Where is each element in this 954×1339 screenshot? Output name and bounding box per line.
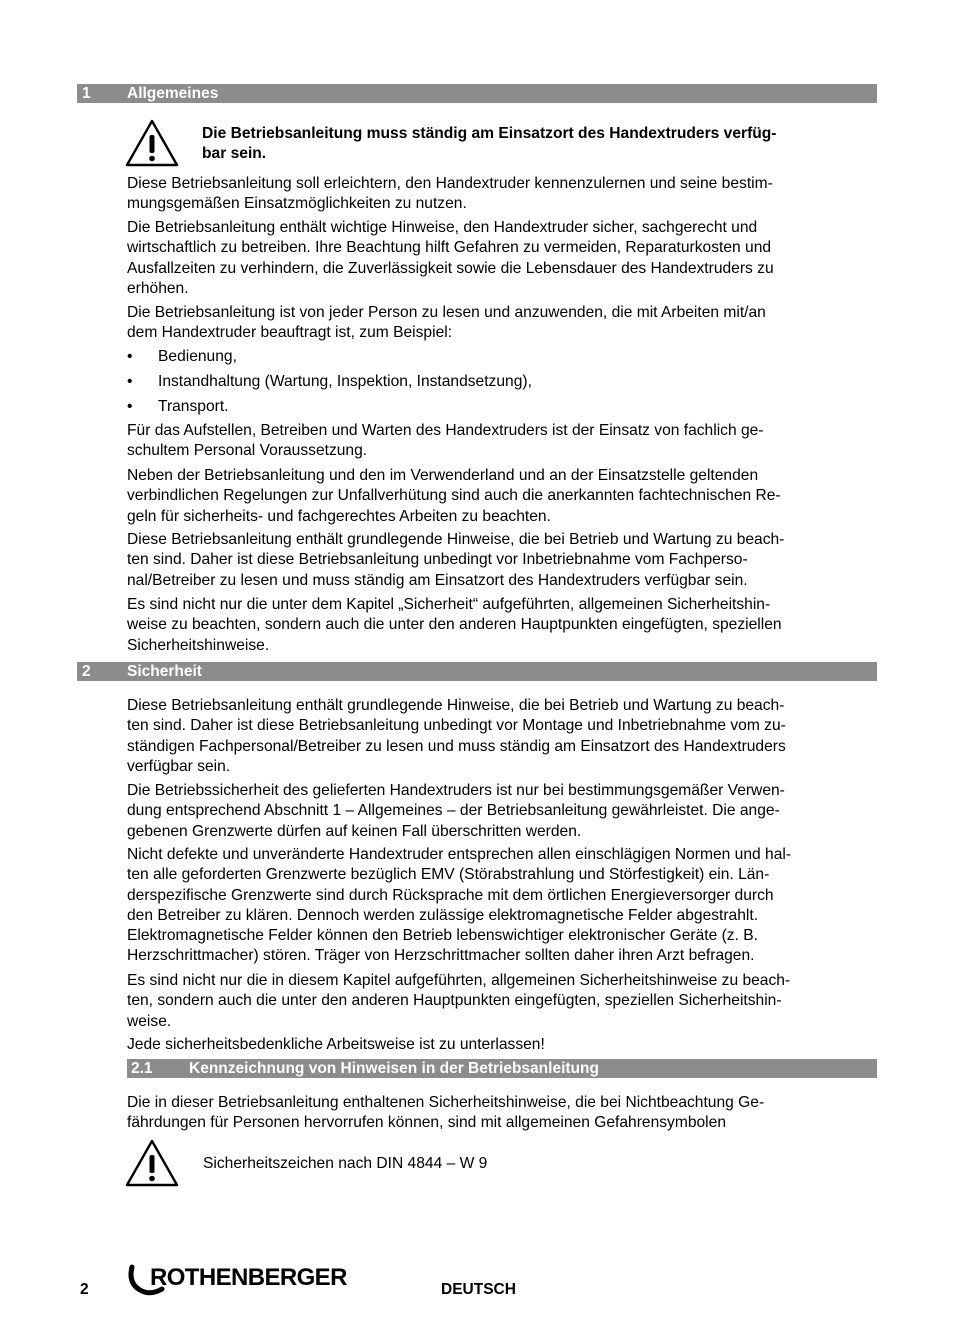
paragraph: Für das Aufstellen, Betreiben und Warten des Handextruders ist der Einsatz von fachlich ge- schultem Personal Voraussetzung. — [127, 422, 764, 460]
brand-name: ROTHENBERGER — [150, 1264, 347, 1291]
section-title: Sicherheit — [127, 663, 202, 680]
section-number: 2 — [82, 663, 91, 680]
bullet: • — [127, 398, 133, 415]
paragraph: Diese Betriebsanleitung soll erleichtern, den Handextruder kennenzulernen und seine bestim- mungsgemäßen Einsatzmöglichkeiten zu nutzen. — [127, 175, 773, 213]
paragraph: Die Betriebssicherheit des gelieferten Handextruders ist nur bei bestimmungsgemäßer Verwen- dung entsprechend Abschnitt 1 – Allgemeines – der Betriebsanleitung gewährleistet. Die ange- gebenen Grenzwerte dürfen auf keinen Fall überschritten werden. — [127, 782, 785, 840]
page-number: 2 — [80, 1281, 89, 1298]
bullet: • — [127, 348, 133, 365]
section-header-2 — [77, 662, 877, 681]
section-header-1 — [77, 84, 877, 103]
brand-logo — [126, 1263, 366, 1297]
section-header-2-1 — [127, 1059, 877, 1078]
symbol-label: Sicherheitszeichen nach DIN 4844 – W 9 — [203, 1155, 488, 1172]
list-item-label: Transport. — [158, 398, 229, 415]
warning-text: Die Betriebsanleitung muss ständig am Einsatzort des Handextruders verfüg- bar sein. — [202, 125, 777, 163]
paragraph: Nicht defekte und unveränderte Handextruder entsprechen allen einschlägigen Normen und hal- ten alle geforderten Grenzwerte bezüglich EMV (Störabstrahlung und Störfestigkeit) ein. Län- derspezifische Grenzwerte sind durch Rücksprache mit dem örtlichen Energieversorger durch den Betreiber zu klären. Dennoch werden zulässige elektromagnetische Felder abgestrahlt. Elektromagnetische Felder können den Betrieb lebenswichtiger elektronischer Geräte (z. B. Herzschrittmacher) stören. Träger von Herzschrittmacher sollten daher ihren Arzt befragen. — [127, 846, 792, 965]
paragraph: Es sind nicht nur die in diesem Kapitel aufgeführten, allgemeinen Sicherheitshinweise zu beach- ten, sondern auch die unter den anderen Hauptpunkten eingefügten, speziellen Sicherheitshin- weise. — [127, 972, 791, 1030]
list-item-label: Instandhaltung (Wartung, Inspektion, Instandsetzung), — [158, 373, 532, 390]
paragraph: Jede sicherheitsbedenkliche Arbeitsweise ist zu unterlassen! — [127, 1036, 545, 1053]
warning-triangle-icon — [125, 118, 179, 168]
section-number: 2.1 — [131, 1060, 153, 1077]
language-label: DEUTSCH — [441, 1281, 516, 1298]
section-number: 1 — [82, 85, 91, 102]
section-title: Kennzeichnung von Hinweisen in der Betriebsanleitung — [189, 1060, 599, 1077]
paragraph: Diese Betriebsanleitung enthält grundlegende Hinweise, die bei Betrieb und Wartung zu beach- ten sind. Daher ist diese Betriebsanleitung unbedingt vor Montage und Inbetriebnahme vom zu- ständigen Fachpersonal/Betreiber zu lesen und muss ständig am Einsatzort des Handextruders verfügbar sein. — [127, 697, 786, 775]
paragraph: Diese Betriebsanleitung enthält grundlegende Hinweise, die bei Betrieb und Wartung zu beach- ten sind. Daher ist diese Betriebsanleitung unbedingt vor Inbetriebnahme vom Fachperso- nal/Betreiber zu lesen und muss ständig am Einsatzort des Handextruders verfügbar sein. — [127, 531, 785, 589]
warning-triangle-icon — [125, 1138, 179, 1188]
section-title: Allgemeines — [127, 85, 219, 102]
bullet: • — [127, 373, 133, 390]
list-item-label: Bedienung, — [158, 348, 237, 365]
paragraph: Die Betriebsanleitung ist von jeder Person zu lesen und anzuwenden, die mit Arbeiten mit/an dem Handextruder beauftragt ist, zum Beispiel: — [127, 304, 766, 342]
paragraph: Es sind nicht nur die unter dem Kapitel „Sicherheit“ aufgeführten, allgemeinen Sicherheitshin- weise zu beachten, sondern auch die unter den anderen Hauptpunkten eingefügten, speziellen Sicherheitshinweise. — [127, 596, 782, 654]
paragraph: Die Betriebsanleitung enthält wichtige Hinweise, den Handextruder sicher, sachgerecht und wirtschaftlich zu betreiben. Ihre Beachtung hilft Gefahren zu vermeiden, Reparaturkosten und Ausfallzeiten zu verhindern, die Zuverlässigkeit sowie die Lebensdauer des Handextruders zu erhöhen. — [127, 219, 774, 297]
paragraph: Neben der Betriebsanleitung und den im Verwenderland und an der Einsatzstelle geltenden verbindlichen Regelungen zur Unfallverhütung sind auch die anerkannten fachtechnischen Re- geln für sicherheits- und fachgerechtes Arbeiten zu beachten. — [127, 467, 781, 525]
paragraph: Die in dieser Betriebsanleitung enthaltenen Sicherheitshinweise, die bei Nichtbeachtung Ge- fährdungen für Personen hervorrufen können, sind mit allgemeinen Gefahrensymbolen — [127, 1094, 765, 1132]
